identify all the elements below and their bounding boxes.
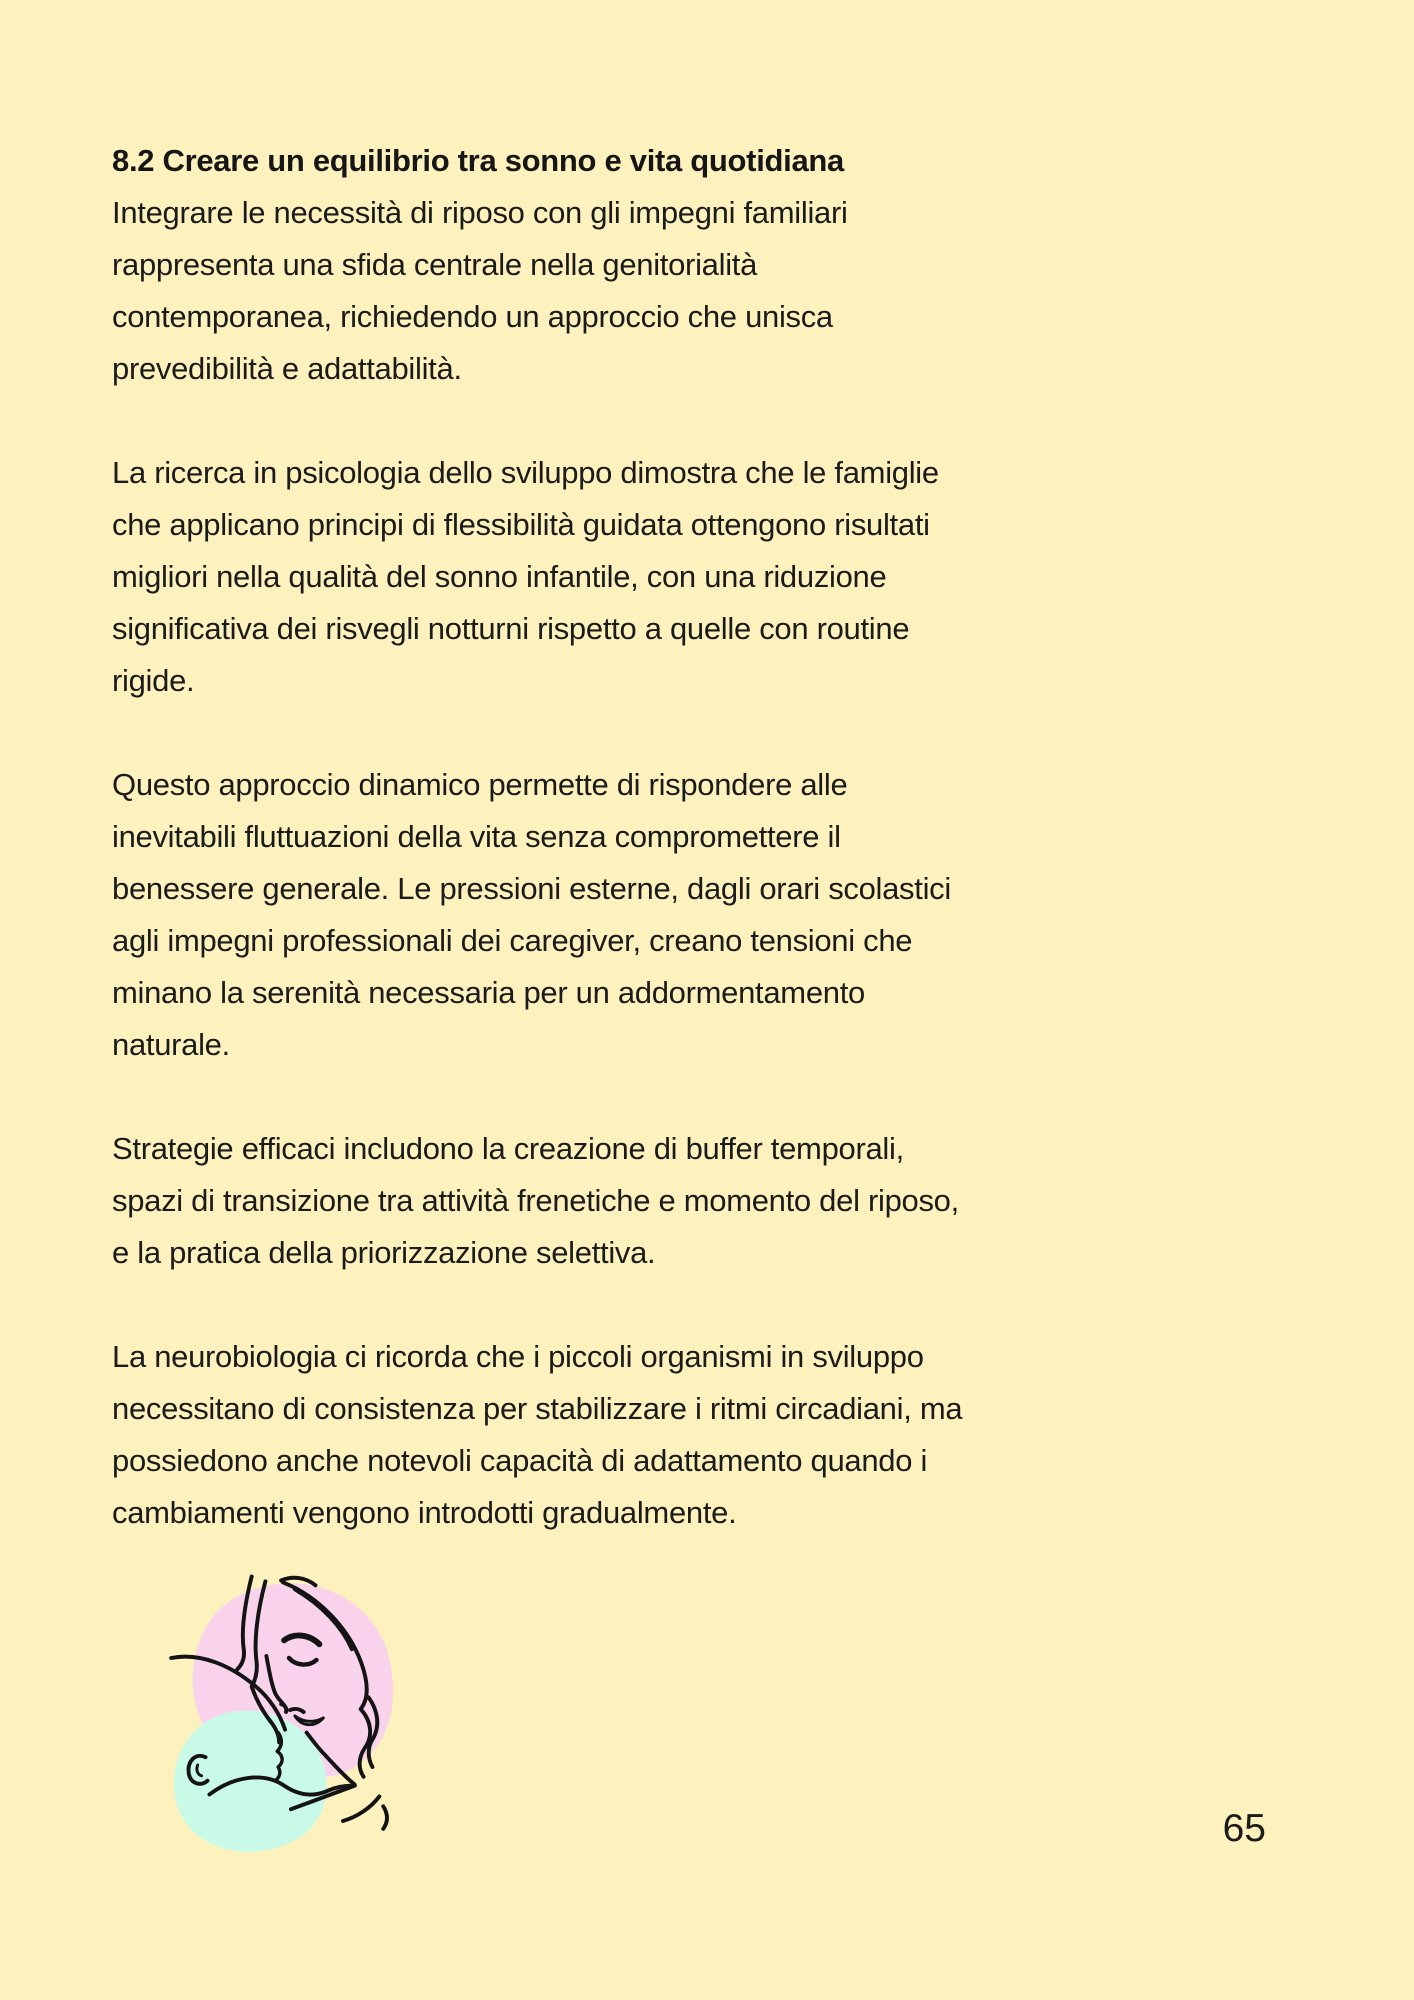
text-line: migliori nella qualità del sonno infantile, con una riduzione <box>112 559 887 594</box>
text-line: naturale. <box>112 1027 230 1062</box>
text-line: Integrare le necessità di riposo con gli impegni familiari <box>112 195 848 230</box>
blanket-fold-small <box>383 1806 387 1829</box>
blanket-fold-arc <box>343 1796 379 1821</box>
text-line: spazi di transizione tra attività frenetiche e momento del riposo, <box>112 1183 959 1218</box>
text-block <box>112 135 1192 1539</box>
text-line: cambiamenti vengono introdotti gradualmente. <box>112 1495 737 1530</box>
page-number: 65 <box>1222 1807 1266 1850</box>
paragraph <box>112 447 1192 707</box>
text-line: prevedibilità e adattabilità. <box>112 351 462 386</box>
paragraph <box>112 187 1192 395</box>
text-line: minano la serenità necessaria per un addormentamento <box>112 975 865 1010</box>
paragraph <box>112 1331 1192 1539</box>
text-line: e la pratica della priorizzazione selettiva. <box>112 1235 656 1270</box>
text-line: Strategie efficaci includono la creazione di buffer temporali, <box>112 1131 904 1166</box>
text-line: La neurobiologia ci ricorda che i piccoli organismi in sviluppo <box>112 1339 924 1374</box>
text-line: benessere generale. Le pressioni esterne, dagli orari scolastici <box>112 871 951 906</box>
text-line: Questo approccio dinamico permette di rispondere alle <box>112 767 848 802</box>
text-line: rappresenta una sfida centrale nella genitorialità <box>112 247 758 282</box>
text-line: contemporanea, richiedendo un approccio che unisca <box>112 299 833 334</box>
text-line: rigide. <box>112 663 195 698</box>
text-line: necessitano di consistenza per stabilizzare i ritmi circadiani, ma <box>112 1391 963 1426</box>
text-line: significativa dei risvegli notturni rispetto a quelle con routine <box>112 611 910 646</box>
paragraph <box>112 1123 1192 1279</box>
paragraphs <box>112 187 1192 1539</box>
text-line: inevitabili fluttuazioni della vita senza compromettere il <box>112 819 841 854</box>
text-line: La ricerca in psicologia dello sviluppo dimostra che le famiglie <box>112 455 939 490</box>
text-line: possiedono anche notevoli capacità di adattamento quando i <box>112 1443 928 1478</box>
paragraph <box>112 759 1192 1071</box>
mother-baby-illustration <box>126 1546 450 1878</box>
text-line: che applicano principi di flessibilità guidata ottengono risultati <box>112 507 930 542</box>
section-heading: 8.2 Creare un equilibrio tra sonno e vita quotidiana <box>112 143 844 178</box>
text-line: agli impegni professionali dei caregiver, creano tensioni che <box>112 923 913 958</box>
